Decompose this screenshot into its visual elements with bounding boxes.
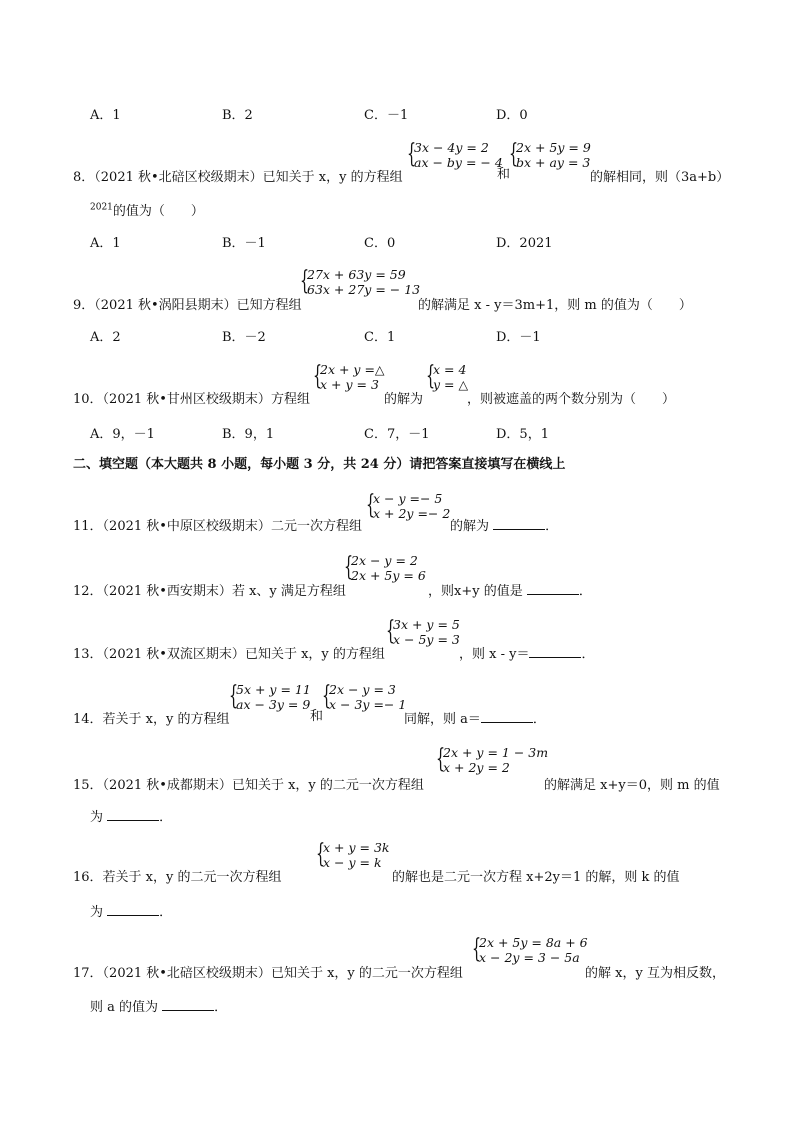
- q12-text1: 若 x、y 满足方程组: [231, 584, 346, 599]
- q8-option-c[interactable]: C．0: [364, 236, 396, 251]
- q15-number: 15．: [73, 778, 103, 793]
- q13-text2: ，则 x - y＝: [459, 647, 530, 662]
- q8-text1: 已知关于 x，y 的方程组: [262, 170, 403, 185]
- q14-answer-blank[interactable]: [481, 710, 533, 723]
- section-2-heading: 二、填空题（本大题共 8 小题，每小题 3 分，共 24 分）请把答案直接填写在横线上: [73, 457, 566, 472]
- q10-system-a: { 2x + y =△ x + y = 3: [313, 361, 385, 392]
- q9-system: { 27x + 63y = 59 63x + 27y = − 13: [300, 266, 421, 297]
- q11-text1: 二元一次方程组: [270, 519, 362, 534]
- q7-option-d[interactable]: D．0: [496, 108, 528, 123]
- q9-number: 9．: [73, 298, 95, 313]
- q10-system-a-eq1: 2x + y =△: [320, 362, 385, 377]
- q15-system: { 2x + y = 1 − 3m x + 2y = 2: [436, 744, 549, 775]
- q17-line2: 则 a 的值为: [90, 1000, 159, 1015]
- q14-system-b-eq2: x − 3y =− 1: [329, 697, 407, 712]
- q9-option-d[interactable]: D．－1: [496, 330, 541, 345]
- q13-system: { 3x + y = 5 x − 5y = 3: [386, 616, 460, 647]
- q14-text2: 同解，则 a＝: [404, 712, 481, 727]
- q12-end: ．: [578, 584, 592, 599]
- q13-answer-blank[interactable]: [529, 645, 581, 658]
- q8-system-a: { 3x − 4y = 2 ax − by = − 4: [407, 139, 503, 170]
- q15-system-eq1: 2x + y = 1 − 3m: [443, 745, 549, 760]
- q13-text1: 已知关于 x，y 的方程组: [244, 647, 385, 662]
- q14-number: 14．: [73, 712, 103, 727]
- q10-text3: ，则被遮盖的两个数分别为（ ）: [467, 392, 676, 407]
- q10-number: 10．: [73, 392, 103, 407]
- q9-option-c[interactable]: C．1: [364, 330, 396, 345]
- q12-number: 12．: [73, 584, 103, 599]
- q16-answer-blank[interactable]: [107, 903, 159, 916]
- q13-system-eq1: 3x + y = 5: [393, 617, 460, 632]
- q10-system-b: { x = 4 y = △: [426, 361, 469, 392]
- q17-number: 17．: [73, 966, 103, 981]
- q11-system-eq1: x − y =− 5: [373, 491, 443, 506]
- q11-text2: 的解为: [450, 519, 490, 534]
- q12-text2: ，则x+y 的值是: [428, 584, 523, 599]
- q12-answer-blank[interactable]: [527, 582, 579, 595]
- q10-option-c[interactable]: C．7，－1: [364, 427, 430, 442]
- q9-option-a[interactable]: A．2: [90, 330, 121, 345]
- q17-end: ．: [214, 1000, 228, 1015]
- q16-system-eq2: x − y = k: [323, 855, 382, 870]
- q10-system-a-eq2: x + y = 3: [320, 377, 379, 392]
- q14-system-a-eq1: 5x + y = 11: [236, 682, 311, 697]
- q17-system-eq2: x − 2y = 3 − 5a: [479, 950, 580, 965]
- q13-system-eq2: x − 5y = 3: [393, 632, 460, 647]
- q9-system-eq1: 27x + 63y = 59: [307, 267, 406, 282]
- q11-number: 11．: [73, 519, 103, 534]
- q15-source: （2021 秋•成都期末）: [102, 778, 232, 793]
- q8-source: （2021 秋•北碚区校级期末）: [94, 170, 263, 185]
- q15-system-eq2: x + 2y = 2: [443, 760, 510, 775]
- q16-text2: 的解也是二元一次方程 x+2y＝1 的解，则 k 的值: [392, 870, 680, 885]
- q10-source: （2021 秋•甘州区校级期末）: [102, 392, 271, 407]
- q16-system-eq1: x + y = 3k: [323, 840, 390, 855]
- q8-system-a-eq1: 3x − 4y = 2: [414, 140, 489, 155]
- q13-end: ．: [581, 647, 595, 662]
- q15-end: ．: [159, 810, 173, 825]
- q15-text2: 的解满足 x+y＝0，则 m 的值: [544, 778, 720, 793]
- q8-system-b-eq2: bx + ay = 3: [516, 155, 591, 170]
- q10-option-a[interactable]: A．9，－1: [90, 427, 155, 442]
- q15-text1: 已知关于 x，y 的二元一次方程组: [231, 778, 424, 793]
- q17-system: { 2x + 5y = 8a + 6 x − 2y = 3 − 5a: [472, 934, 588, 965]
- q16-number: 16．: [73, 870, 103, 885]
- q12-system-eq1: 2x − y = 2: [351, 553, 418, 568]
- q14-end: ．: [532, 712, 546, 727]
- q10-system-b-eq1: x = 4: [433, 362, 467, 377]
- q17-text1: 已知关于 x，y 的二元一次方程组: [270, 966, 463, 981]
- q9-system-eq2: 63x + 27y = − 13: [307, 282, 421, 297]
- q13-number: 13．: [73, 647, 103, 662]
- q10-system-b-eq2: y = △: [433, 377, 469, 392]
- q12-source: （2021 秋•西安期末）: [102, 584, 232, 599]
- q7-option-c[interactable]: C．－1: [364, 108, 409, 123]
- q14-mid: 和: [310, 709, 324, 724]
- q10-option-d[interactable]: D．5，1: [496, 427, 549, 442]
- q8-exponent: 2021: [90, 202, 113, 213]
- q16-line2: 为: [90, 905, 104, 920]
- q7-option-a[interactable]: A．1: [90, 108, 121, 123]
- q11-answer-blank[interactable]: [493, 517, 545, 530]
- q8-option-b[interactable]: B．－1: [222, 236, 266, 251]
- q8-system-a-eq2: ax − by = − 4: [414, 155, 503, 170]
- q8-system-b-eq1: 2x + 5y = 9: [516, 140, 591, 155]
- q16-text1: 若关于 x，y 的二元一次方程组: [102, 870, 282, 885]
- q16-end: ．: [159, 905, 173, 920]
- q16-system: { x + y = 3k x − y = k: [316, 839, 390, 870]
- q11-system-eq2: x + 2y =− 2: [373, 506, 451, 521]
- q13-source: （2021 秋•双流区期末）: [102, 647, 245, 662]
- q17-answer-blank[interactable]: [162, 998, 214, 1011]
- q17-system-eq1: 2x + 5y = 8a + 6: [479, 935, 588, 950]
- q15-answer-blank[interactable]: [107, 808, 159, 821]
- q15-line2: 为: [90, 810, 104, 825]
- q8-option-d[interactable]: D．2021: [496, 236, 553, 251]
- q17-source: （2021 秋•北碚区校级期末）: [102, 966, 271, 981]
- q9-source: （2021 秋•涡阳县期末）: [94, 298, 237, 313]
- q14-system-a: { 5x + y = 11 ax − 3y = 9: [229, 681, 311, 712]
- q11-system: { x − y =− 5 x + 2y =− 2: [366, 490, 451, 521]
- q14-system-a-eq2: ax − 3y = 9: [236, 697, 311, 712]
- q9-text1: 已知方程组: [236, 298, 302, 313]
- q8-option-a[interactable]: A．1: [90, 236, 121, 251]
- q8-text2: 的解相同，则（3a+b）: [590, 170, 730, 185]
- q17-text2: 的解 x，y 互为相反数，: [585, 966, 725, 981]
- q12-system-eq2: 2x + 5y = 6: [351, 568, 426, 583]
- q9-option-b[interactable]: B．－2: [222, 330, 266, 345]
- q14-text1: 若关于 x，y 的方程组: [102, 712, 230, 727]
- q10-text1: 方程组: [270, 392, 310, 407]
- q8-number: 8．: [73, 170, 95, 185]
- q9-text2: 的解满足 x - y＝3m+1，则 m 的值为（ ）: [418, 298, 692, 313]
- q10-option-b[interactable]: B．9，1: [222, 427, 275, 442]
- q7-option-b[interactable]: B．2: [222, 108, 253, 123]
- q14-system-b: { 2x − y = 3 x − 3y =− 1: [322, 681, 407, 712]
- q11-source: （2021 秋•中原区校级期末）: [102, 519, 271, 534]
- q8-text3: 的值为（ ）: [112, 204, 204, 219]
- q12-system: { 2x − y = 2 2x + 5y = 6: [344, 552, 426, 583]
- q8-system-b: { 2x + 5y = 9 bx + ay = 3: [509, 139, 591, 170]
- q10-text2: 的解为: [384, 392, 424, 407]
- q8-mid: 和: [497, 167, 511, 182]
- q14-system-b-eq1: 2x − y = 3: [329, 682, 396, 697]
- q11-end: ．: [545, 519, 559, 534]
